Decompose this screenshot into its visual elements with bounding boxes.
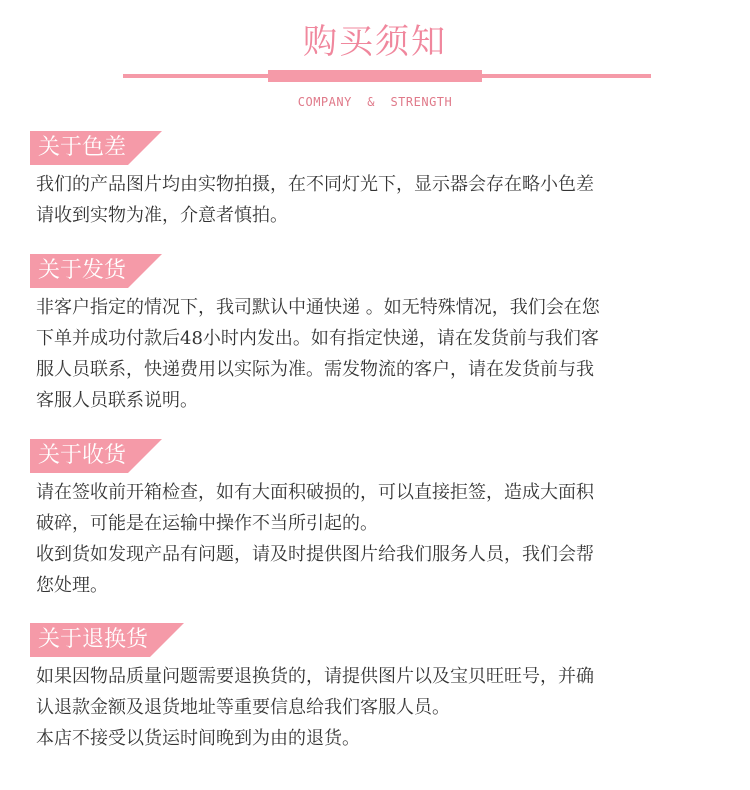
section-text-line: 收到货如发现产品有问题，请及时提供图片给我们服务人员，我们会帮 bbox=[36, 544, 594, 565]
section-text-line: 下单并成功付款后48小时内发出。如有指定快递，请在发货前与我们客 bbox=[36, 328, 599, 349]
section-text-line: 非客户指定的情况下，我司默认中通快递 。如无特殊情况，我们会在您 bbox=[36, 297, 600, 318]
section-body bbox=[36, 169, 716, 231]
section-body bbox=[36, 661, 716, 754]
section-text-line: 破碎，可能是在运输中操作不当所引起的。 bbox=[36, 513, 378, 534]
section-header-banner bbox=[30, 254, 128, 288]
section-body bbox=[36, 292, 716, 416]
title-divider-center-bar bbox=[268, 70, 482, 82]
section-header-banner bbox=[30, 439, 128, 473]
section-text-line: 服人员联系，快递费用以实际为准。需发物流的客户，请在发货前与我 bbox=[36, 359, 594, 380]
section-text-line: 认退款金额及退货地址等重要信息给我们客服人员。 bbox=[36, 697, 450, 718]
section-text-line: 我们的产品图片均由实物拍摄，在不同灯光下，显示器会存在略小色差 bbox=[36, 174, 594, 195]
page-title: 购买须知 bbox=[303, 22, 447, 62]
section-text-line: 请在签收前开箱检查，如有大面积破损的，可以直接拒签，造成大面积 bbox=[36, 482, 594, 503]
section-title: 关于收货 bbox=[38, 443, 127, 468]
section-header-banner bbox=[30, 131, 128, 165]
section-text-line: 请收到实物为准，介意者慎拍。 bbox=[36, 205, 288, 226]
section-text-line: 您处理。 bbox=[36, 575, 108, 596]
section-body bbox=[36, 477, 716, 601]
section-text-line: 客服人员联系说明。 bbox=[36, 390, 198, 411]
section-header-banner bbox=[30, 623, 150, 657]
section-text-line: 本店不接受以货运时间晚到为由的退货。 bbox=[36, 728, 360, 749]
section-title: 关于退换货 bbox=[38, 627, 149, 652]
section-title: 关于发货 bbox=[38, 258, 127, 283]
page-subtitle: COMPANY & STRENGTH bbox=[297, 95, 453, 109]
section-text-line: 如果因物品质量问题需要退换货的，请提供图片以及宝贝旺旺号，并确 bbox=[36, 666, 594, 687]
section-title: 关于色差 bbox=[38, 135, 127, 160]
